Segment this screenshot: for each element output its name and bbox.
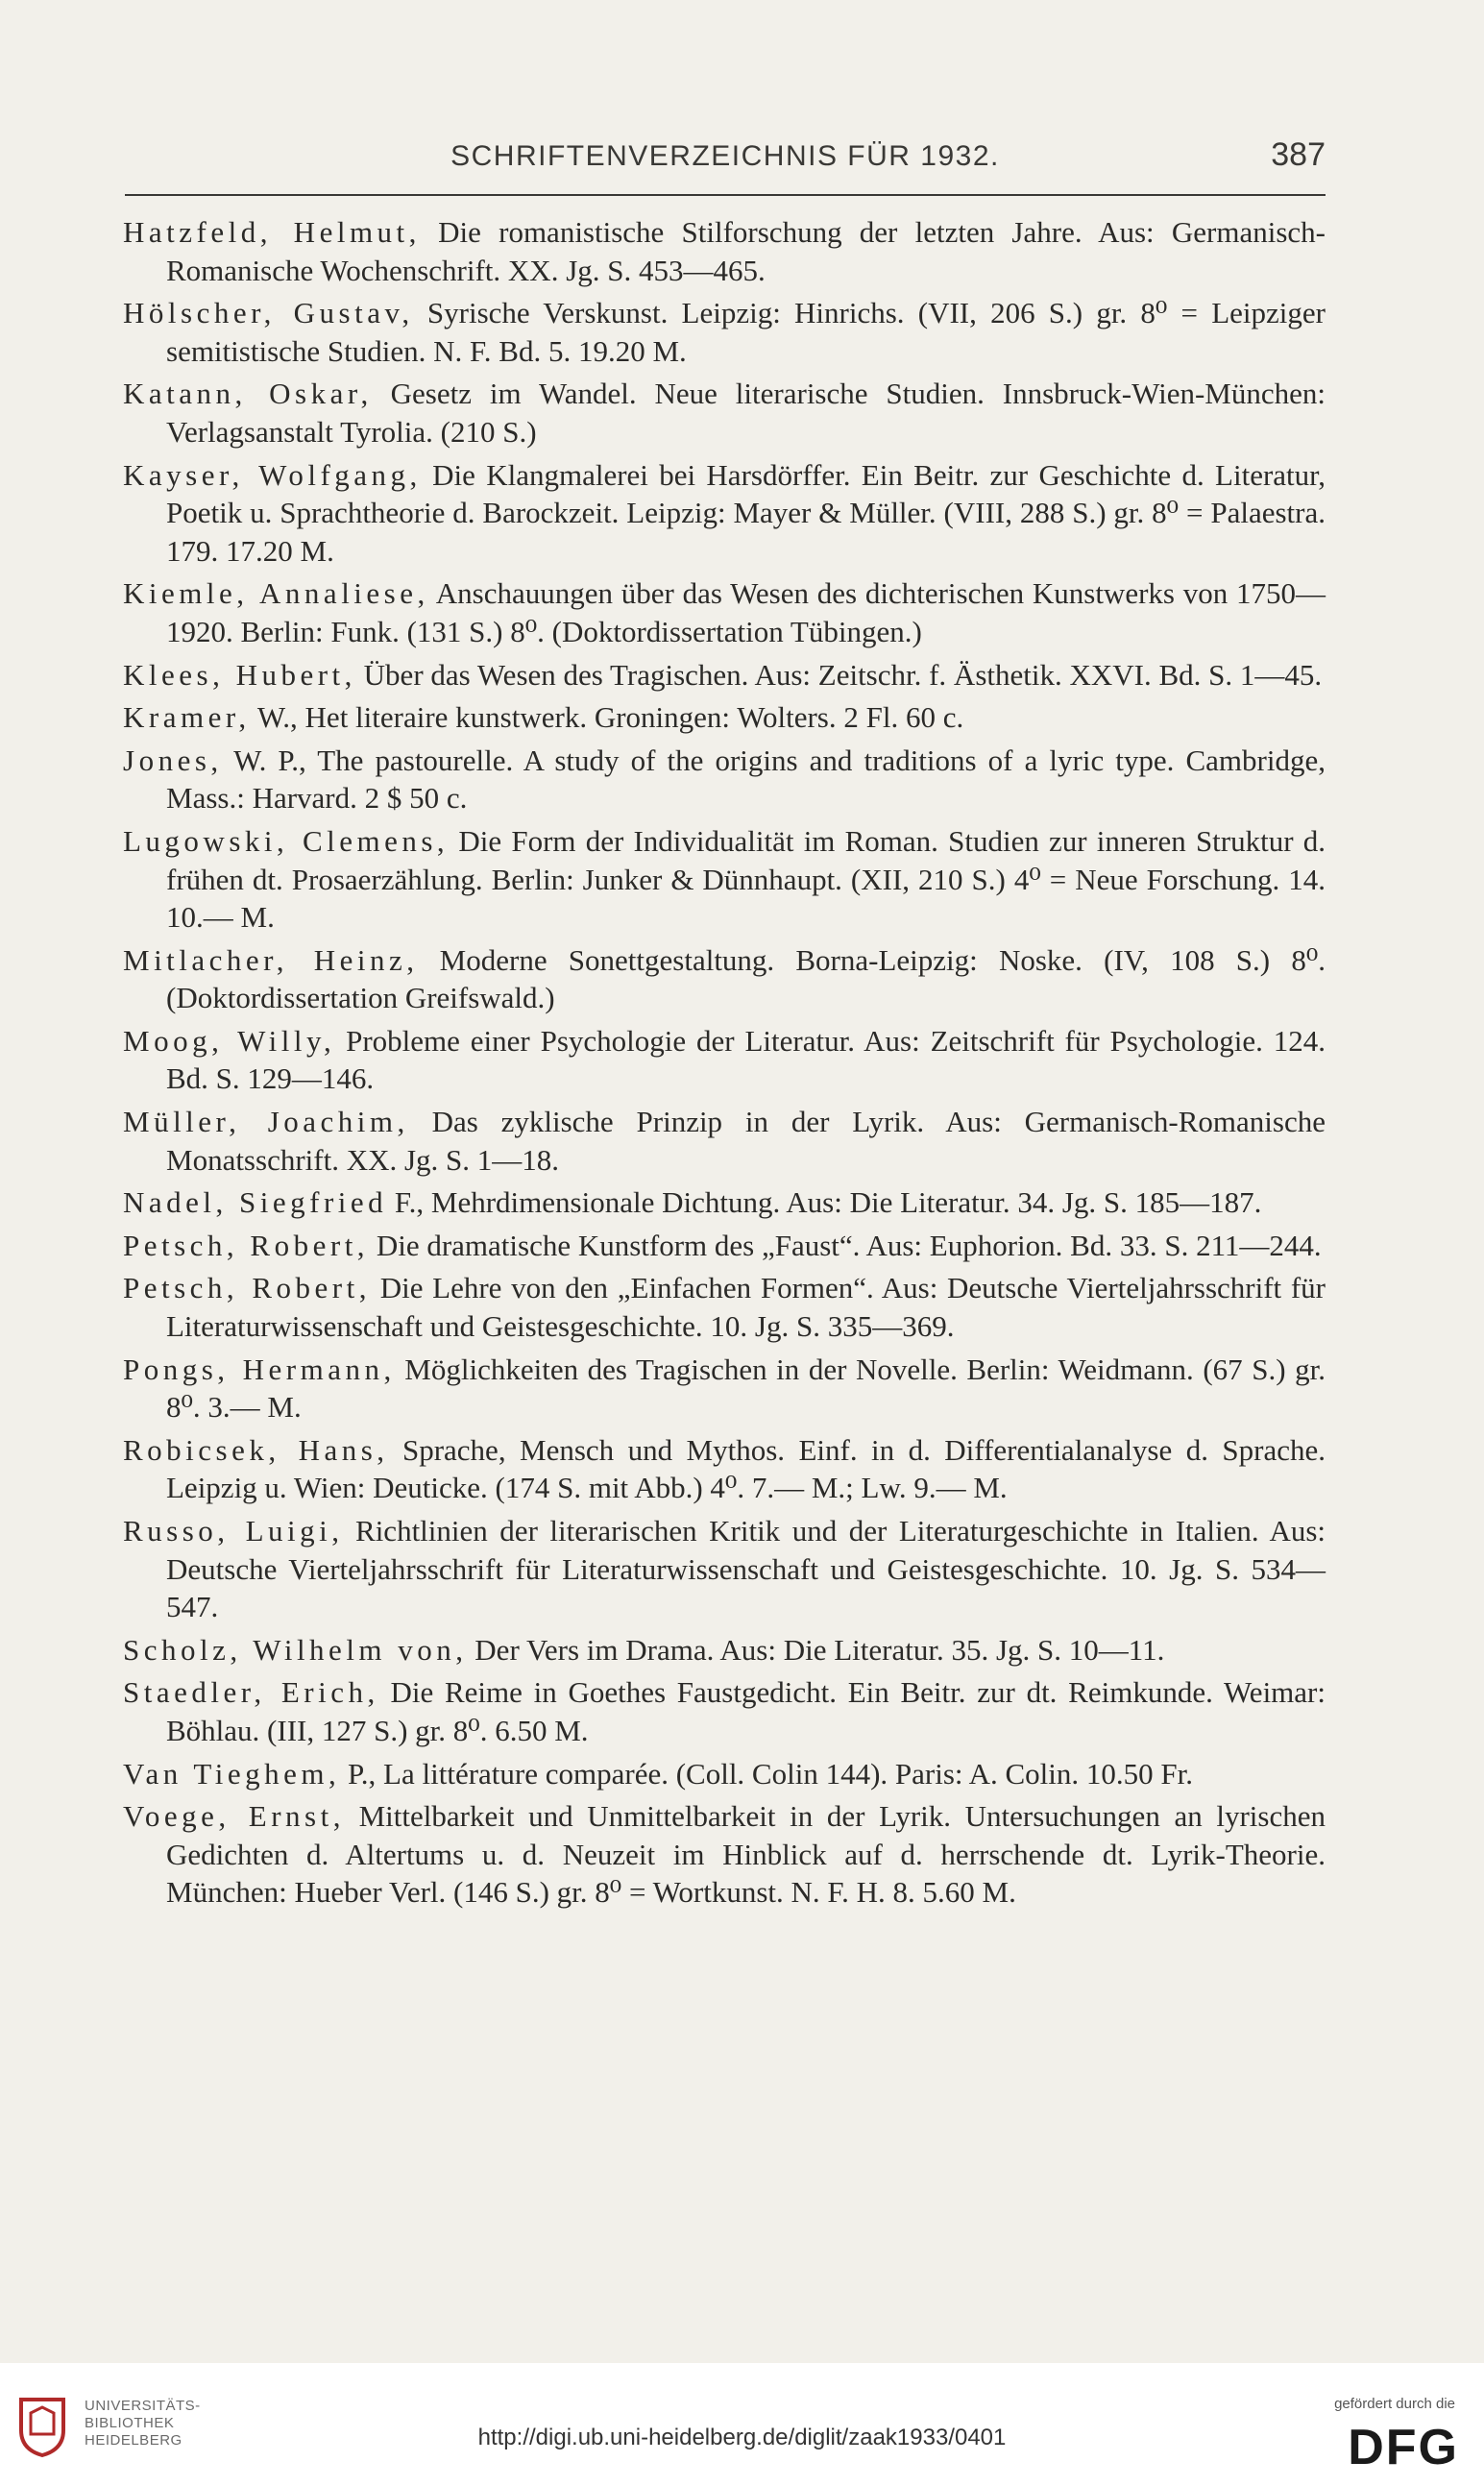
entry-text: Probleme einer Psychologie der Literatur. Aus: Zeitschrift für Psychologie. 124. Bd. S. 129—146. — [166, 1023, 1326, 1096]
entry-author: Moog, Willy, — [123, 1023, 336, 1058]
entry-text: Der Vers im Drama. Aus: Die Literatur. 35. Jg. S. 10—11. — [467, 1632, 1165, 1667]
entry-text: Mittelbarkeit und Unmittelbarkeit in der Lyrik. Untersuchungen an lyrischen Gedichten d. Altertums u. d. Neuzeit im Hinblick auf d. herrschende dt. Lyrik-Theorie. München: Hueber Verl. (146 S.) gr. 8⁰ = Wortkunst. N. F. H. 8. 5.60 M. — [166, 1799, 1326, 1910]
bibliography-entry — [123, 574, 1326, 650]
library-name: UNIVERSITÄTS- BIBLIOTHEK HEIDELBERG — [85, 2398, 201, 2449]
running-header — [125, 134, 1326, 192]
entry-author: Voege, Ernst, — [123, 1799, 345, 1834]
bibliography-entry — [123, 456, 1326, 571]
entry-author: Mitlacher, Heinz, — [123, 942, 419, 977]
entry-text: F., Mehrdimensionale Dichtung. Aus: Die Literatur. 34. Jg. S. 185—187. — [387, 1185, 1262, 1220]
dfg-logo: DFG — [1348, 2420, 1459, 2475]
entry-text: Anschauungen über das Wesen des dichterischen Kunstwerks von 1750—1920. Berlin: Funk. (131 S.) 8⁰. (Doktordissertation Tübingen.) — [166, 576, 1326, 648]
entry-text: Syrische Verskunst. Leipzig: Hinrichs. (VII, 206 S.) gr. 8⁰ = Leipziger semitistische Studien. N. F. Bd. 5. 19.20 M. — [166, 296, 1326, 368]
bibliography-entry — [123, 698, 1326, 737]
bibliography-entry — [123, 822, 1326, 937]
bibliography-entry — [123, 1269, 1326, 1345]
entry-text: Moderne Sonettgestaltung. Borna-Leipzig: Noske. (IV, 108 S.) 8⁰. (Doktordissertation Greifswald.) — [166, 942, 1326, 1015]
source-url-link[interactable]: http://digi.ub.uni-heidelberg.de/diglit/zaak1933/0401 — [477, 2425, 1007, 2450]
bibliography-entry — [123, 1631, 1326, 1670]
entry-author: Russo, Luigi, — [123, 1514, 344, 1548]
running-title: SCHRIFTENVERZEICHNIS FÜR 1932. — [450, 140, 1000, 172]
entry-text: Die Lehre von den „Einfachen Formen“. Aus: Deutsche Vierteljahrsschrift für Literaturwissenschaft und Geistesgeschichte. 10. Jg. S. 335—369. — [166, 1271, 1326, 1344]
bibliography-entry — [123, 1103, 1326, 1179]
bibliography-entry — [123, 1673, 1326, 1749]
page-number: 387 — [1271, 136, 1326, 173]
funding-note: gefördert durch die — [1334, 2396, 1455, 2412]
entry-text: Das zyklische Prinzip in der Lyrik. Aus: Germanisch-Romanische Monatsschrift. XX. Jg. S. 1—18. — [166, 1105, 1326, 1177]
entry-author: Van Tieghem, — [123, 1756, 341, 1791]
entry-author: Scholz, Wilhelm von, — [123, 1632, 468, 1667]
entry-text: W., Het literaire kunstwerk. Groningen: Wolters. 2 Fl. 60 c. — [250, 700, 964, 735]
entry-text: Richtlinien der literarischen Kritik und der Literaturgeschichte in Italien. Aus: Deutsche Vierteljahrsschrift für Literaturwissenschaft und Geistesgeschichte. 10. Jg. S. 534—547. — [166, 1514, 1326, 1624]
bibliography-entry — [123, 1183, 1326, 1222]
entry-author: Lugowski, Clemens, — [123, 823, 450, 858]
bibliography-entry — [123, 1797, 1326, 1912]
entry-author: Pongs, Hermann, — [123, 1352, 396, 1386]
entry-author: Kiemle, Annaliese, — [123, 576, 429, 611]
entry-text: Die Reime in Goethes Faustgedicht. Ein Beitr. zur dt. Reimkunde. Weimar: Böhlau. (III, 127 S.) gr. 8⁰. 6.50 M. — [166, 1675, 1326, 1747]
entry-author: Katann, Oskar, — [123, 377, 373, 411]
bibliography-entry — [123, 213, 1326, 289]
entry-author: Müller, Joachim, — [123, 1105, 409, 1139]
entry-text: Möglichkeiten des Tragischen in der Novelle. Berlin: Weidmann. (67 S.) gr. 8⁰. 3.— M. — [166, 1352, 1326, 1425]
entry-author: Petsch, Robert, — [123, 1228, 370, 1262]
bibliography-entry — [123, 941, 1326, 1017]
entry-author: Jones, — [123, 743, 223, 777]
entry-text: P., La littérature comparée. (Coll. Colin 144). Paris: A. Colin. 10.50 Fr. — [340, 1756, 1193, 1791]
entry-author: Staedler, Erich, — [123, 1675, 379, 1710]
bibliography-entry — [123, 294, 1326, 370]
entry-text: W. P., The pastourelle. A study of the origins and traditions of a lyric type. Cambridge, Mass.: Harvard. 2 $ 50 c. — [166, 743, 1326, 816]
entry-author: Petsch, Robert, — [123, 1271, 371, 1305]
bibliography-list — [123, 213, 1326, 1916]
entry-author: Robicsek, Hans, — [123, 1432, 389, 1467]
entry-author: Hatzfeld, Helmut, — [123, 215, 421, 249]
bibliography-entry — [123, 1512, 1326, 1626]
entry-text: Über das Wesen des Tragischen. Aus: Zeitschr. f. Ästhetik. XXVI. Bd. S. 1—45. — [355, 657, 1323, 692]
entry-author: Klees, Hubert, — [123, 657, 356, 692]
entry-author: Hölscher, Gustav, — [123, 296, 414, 330]
entry-author: Nadel, Siegfried — [123, 1185, 388, 1220]
entry-text: Gesetz im Wandel. Neue literarische Studien. Innsbruck-Wien-München: Verlagsanstalt Tyrolia. (210 S.) — [166, 377, 1326, 449]
entry-text: Sprache, Mensch und Mythos. Einf. in d. Differentialanalyse d. Sprache. Leipzig u. Wien: Deuticke. (174 S. mit Abb.) 4⁰. 7.— M.; Lw. 9.— M. — [166, 1432, 1326, 1505]
entry-author: Kramer, — [123, 700, 251, 735]
bibliography-entry — [123, 1755, 1326, 1793]
bibliography-entry — [123, 656, 1326, 695]
bibliography-entry — [123, 1227, 1326, 1265]
footer-bar — [0, 2363, 1484, 2486]
entry-text: Die Klangmalerei bei Harsdörffer. Ein Beitr. zur Geschichte d. Literatur, Poetik u. Sprachtheorie d. Barockzeit. Leipzig: Mayer & Müller. (VIII, 288 S.) gr. 8⁰ = Palaestra. 179. 17.20 M. — [166, 457, 1326, 568]
bibliography-entry — [123, 1022, 1326, 1098]
bibliography-entry — [123, 1351, 1326, 1426]
entry-text: Die dramatische Kunstform des „Faust“. Aus: Euphorion. Bd. 33. S. 211—244. — [369, 1228, 1322, 1262]
bibliography-entry — [123, 375, 1326, 451]
entry-text: Die Form der Individualität im Roman. Studien zur inneren Struktur d. frühen dt. Prosaerzählung. Berlin: Junker & Dünnhaupt. (XII, 210 S.) 4⁰ = Neue Forschung. 14. 10.— M. — [166, 823, 1326, 935]
entry-text: Die romanistische Stilforschung der letzten Jahre. Aus: Germanisch-Romanische Wochenschrift. XX. Jg. S. 453—465. — [166, 215, 1326, 287]
header-rule — [125, 194, 1326, 196]
bibliography-entry — [123, 1431, 1326, 1507]
bibliography-entry — [123, 742, 1326, 817]
entry-author: Kayser, Wolfgang, — [123, 457, 422, 492]
